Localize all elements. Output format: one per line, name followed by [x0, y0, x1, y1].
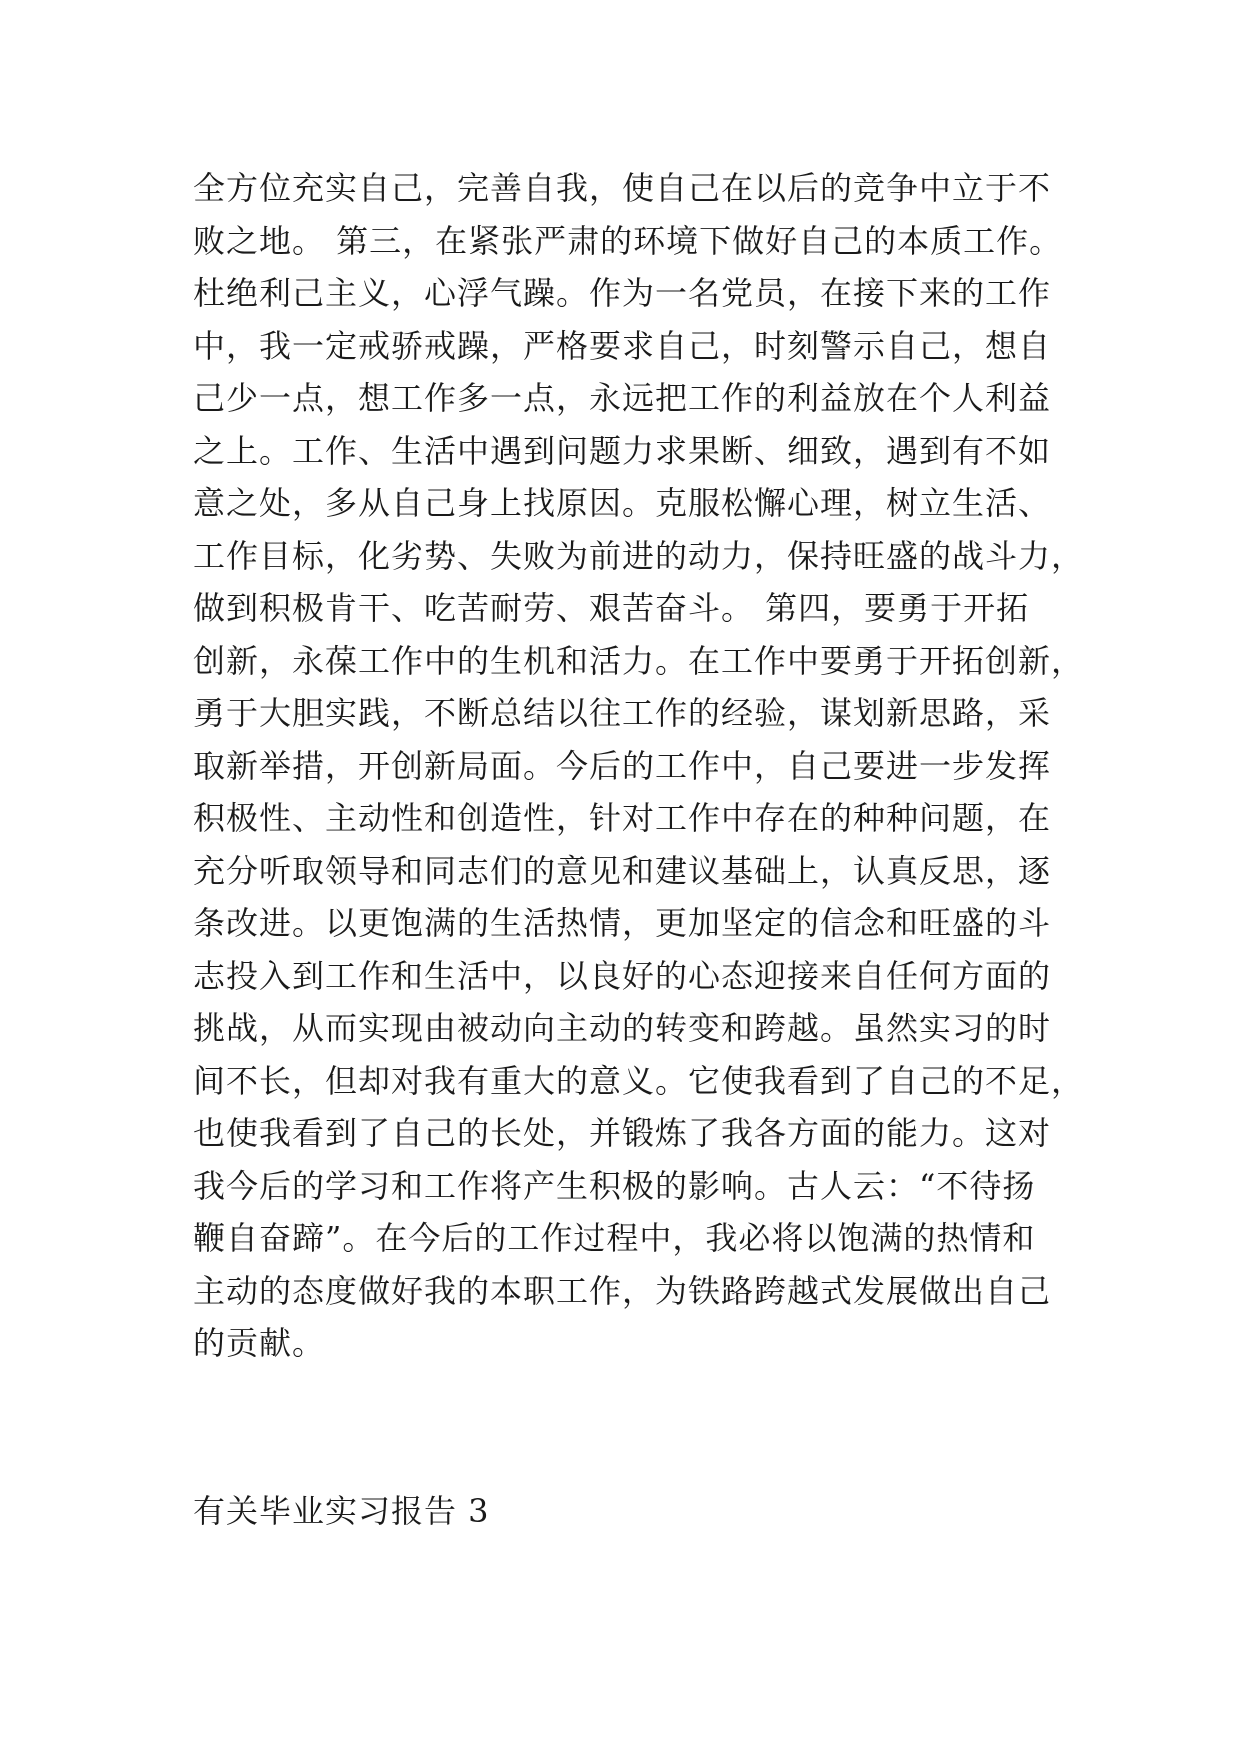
- text-line: 条改进。以更饱满的生活热情，更加坚定的信念和旺盛的斗: [193, 904, 1052, 942]
- text-line: 意之处，多从自己身上找原因。克服松懈心理，树立生活、: [193, 484, 1052, 522]
- text-line: 也使我看到了自己的长处，并锻炼了我各方面的能力。这对: [193, 1114, 1052, 1152]
- text-line: 积极性、主动性和创造性，针对工作中存在的种种问题，在: [193, 799, 1052, 837]
- body-paragraph: [193, 162, 1085, 1370]
- text-line: 创新，永葆工作中的生机和活力。在工作中要勇于开拓创新，: [193, 641, 1085, 680]
- text-line: 中，我一定戒骄戒躁，严格要求自己，时刻警示自己，想自: [193, 326, 1052, 365]
- text-line: 鞭自奋蹄”。在今后的工作过程中，我必将以饱满的热情和: [193, 1219, 1036, 1257]
- text-line: 全方位充实自己，完善自我，使自己在以后的竞争中立于不: [193, 169, 1052, 207]
- text-line: 工作目标，化劣势、失败为前进的动力，保持旺盛的战斗力，: [193, 536, 1085, 575]
- text-line: 之上。工作、生活中遇到问题力求果断、细致，遇到有不如: [193, 431, 1052, 470]
- section-heading: 有关毕业实习报告 3: [193, 1492, 490, 1530]
- text-line: 我今后的学习和工作将产生积极的影响。古人云：“不待扬: [193, 1166, 1036, 1205]
- text-line: 做到积极肯干、吃苦耐劳、艰苦奋斗。 第四，要勇于开拓: [193, 589, 1030, 627]
- text-line: 取新举措，开创新局面。今后的工作中，自己要进一步发挥: [193, 746, 1052, 785]
- text-line: 充分听取领导和同志们的意见和建议基础上，认真反思，逐: [193, 851, 1052, 890]
- text-line: 主动的态度做好我的本职工作，为铁路跨越式发展做出自己: [193, 1271, 1052, 1310]
- text-line: 挑战，从而实现由被动向主动的转变和跨越。虽然实习的时: [193, 1009, 1052, 1047]
- text-line: 杜绝利己主义，心浮气躁。作为一名党员，在接下来的工作: [193, 274, 1052, 312]
- text-line: 志投入到工作和生活中，以良好的心态迎接来自任何方面的: [193, 956, 1052, 995]
- text-line: 勇于大胆实践，不断总结以往工作的经验，谋划新思路，采: [193, 694, 1052, 732]
- text-line: 间不长，但却对我有重大的意义。它使我看到了自己的不足，: [193, 1061, 1085, 1100]
- text-line: 败之地。 第三，在紧张严肃的环境下做好自己的本质工作。: [193, 221, 1063, 260]
- text-line: 的贡献。: [193, 1324, 326, 1362]
- text-line: 己少一点，想工作多一点，永远把工作的利益放在个人利益: [193, 379, 1052, 417]
